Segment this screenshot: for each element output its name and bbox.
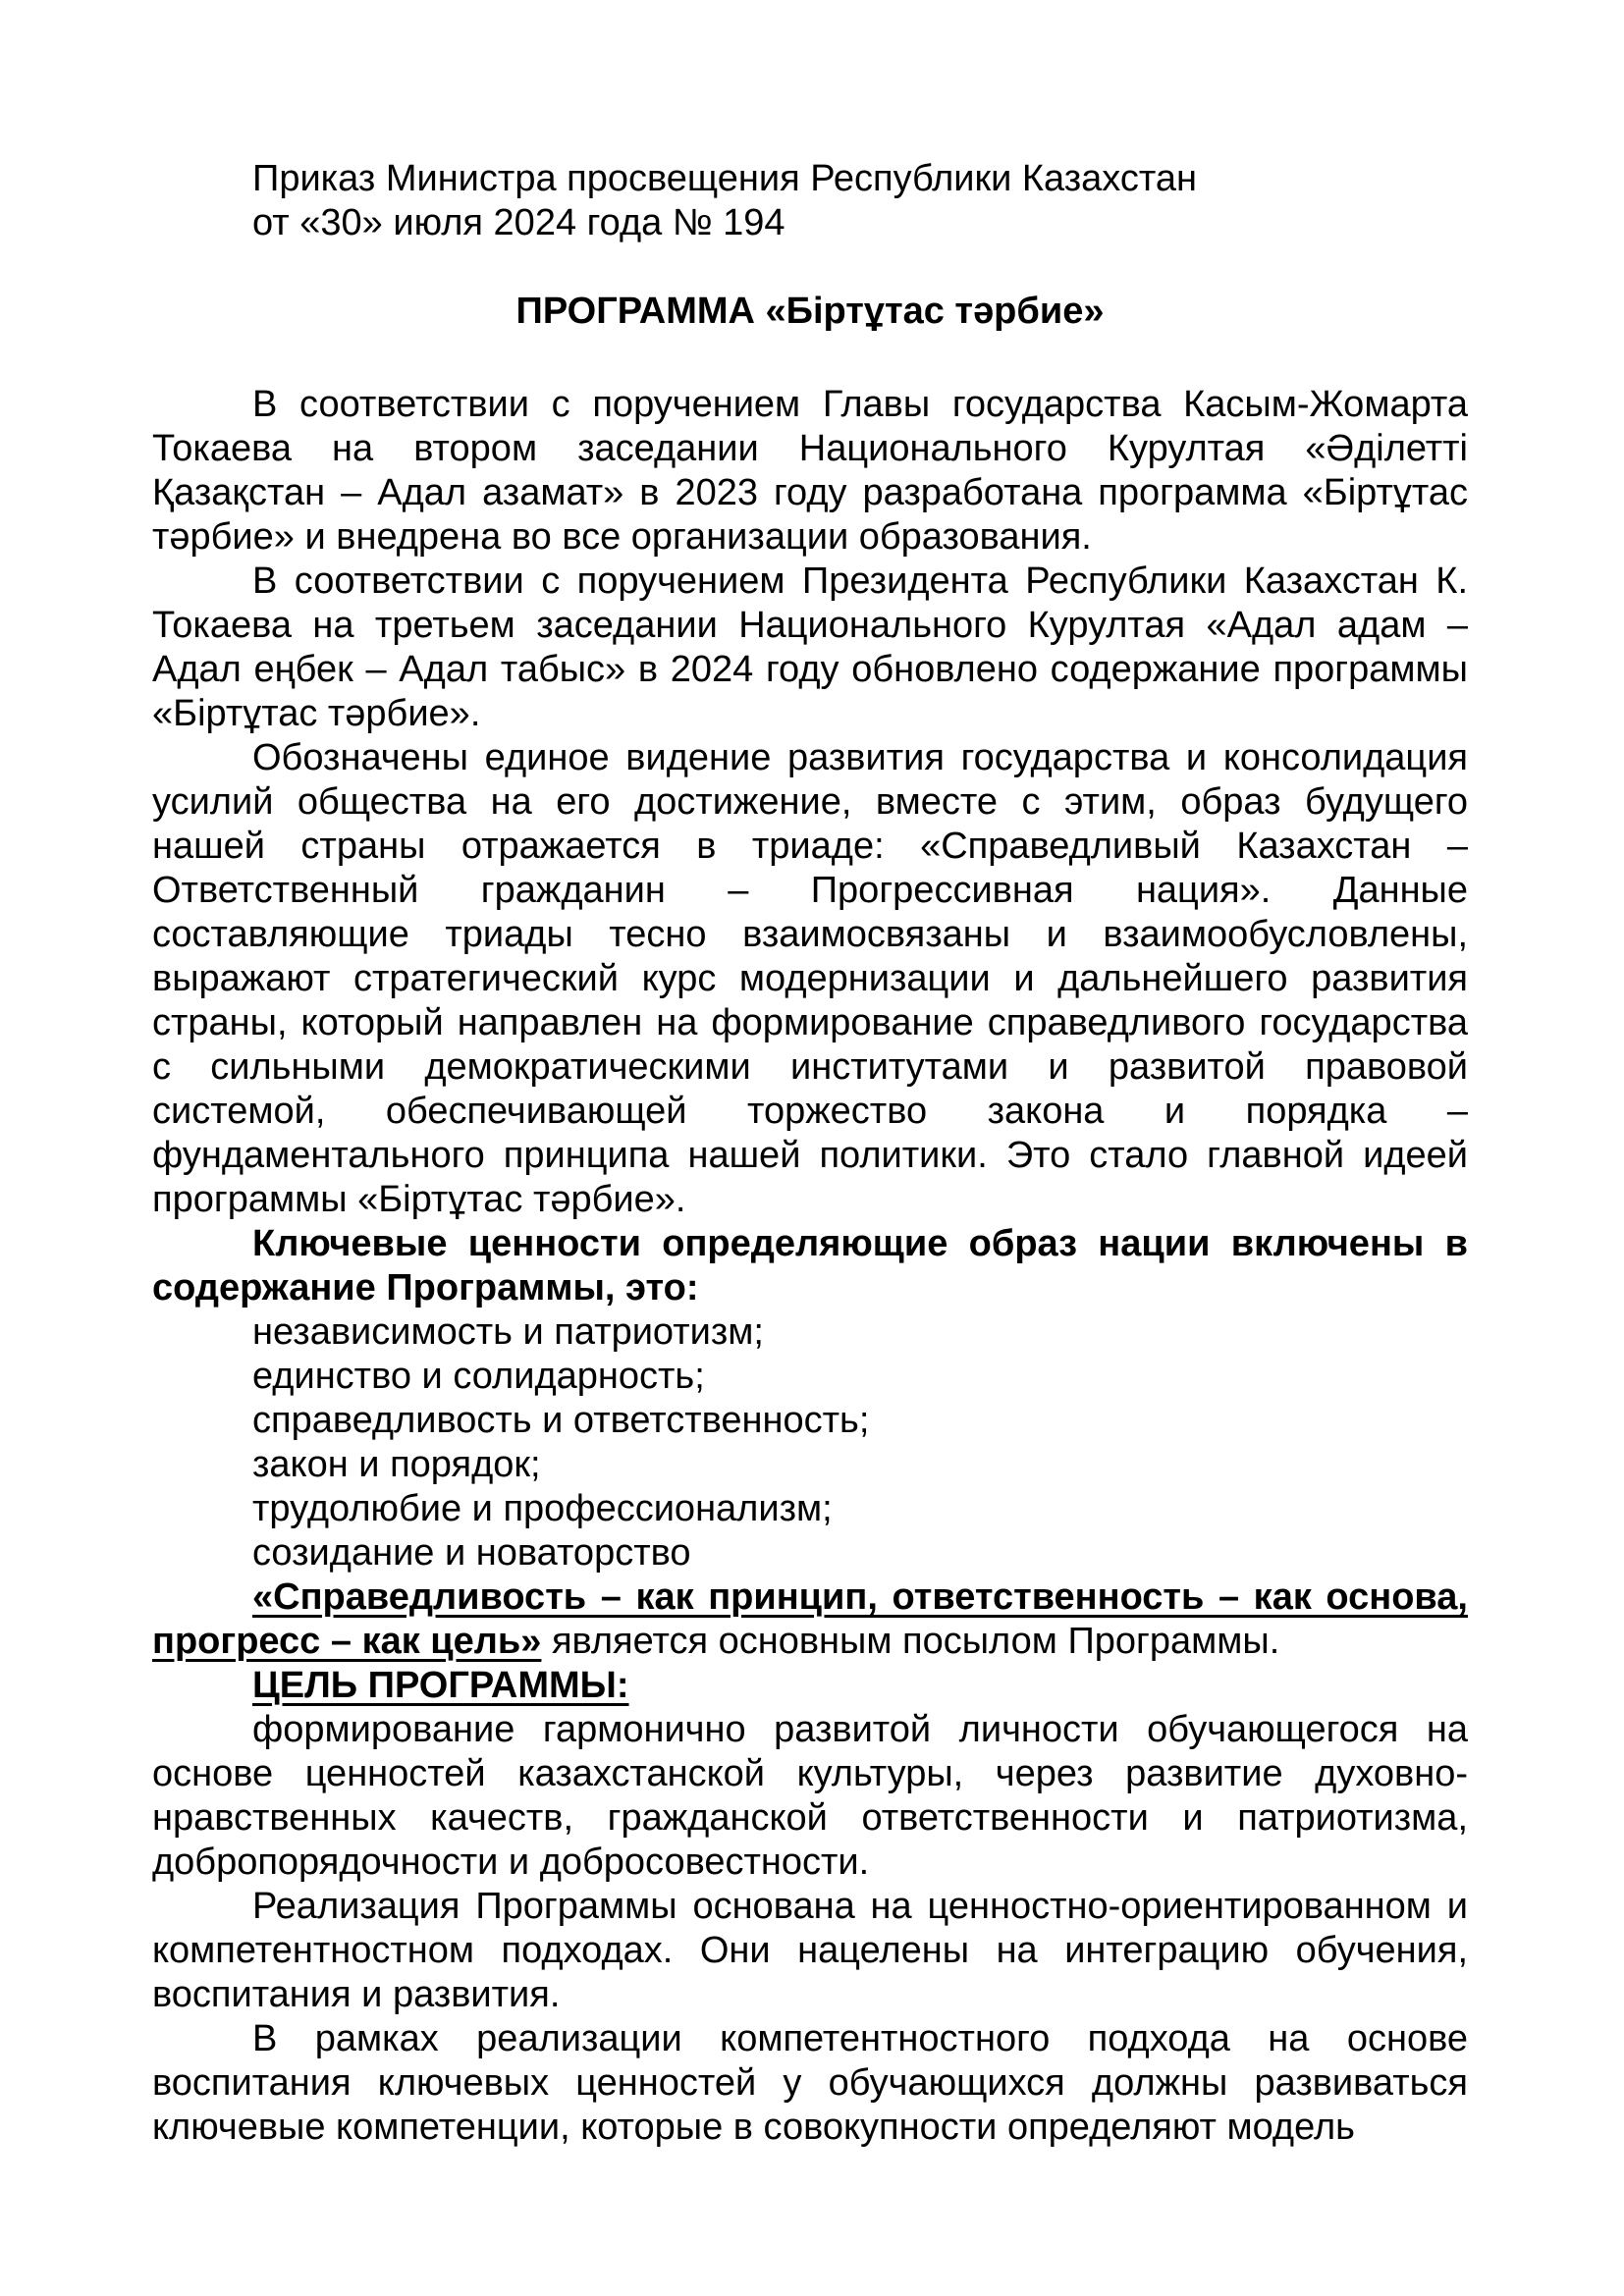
key-values-intro: Ключевые ценности определяющие образ нации включены в содержание Программы, это: [152, 1223, 1468, 1308]
paragraph-goal: формирование гармонично развитой личности обучающегося на основе ценностей казахстанской культуры, через развитие духовно-нравственных качеств, гражданской ответственности и патриотизма, добропорядочности и добросовестности. [152, 1709, 1468, 1883]
paragraph-framework: В рамках реализации компетентностного подхода на основе воспитания ключевых ценностей у обучающихся должны развиваться ключевые компетенции, которые в совокупности определяют модель [152, 2018, 1468, 2148]
value-item-law-order: закон и порядок; [252, 1444, 541, 1485]
value-item-diligence: трудолюбие и профессионализм; [252, 1488, 833, 1529]
header-order-line: Приказ Министра просвещения Республики Казахстан [252, 158, 1197, 199]
motto-rest: является основным посылом Программы. [541, 1621, 1280, 1662]
document-title: ПРОГРАММА «Біртұтас тәрбие» [515, 291, 1105, 332]
values-list [152, 1310, 1468, 1575]
motto-emphasis: «Справедливость – как принцип, ответственность – как основа, прогресс – как цель» [152, 1576, 1468, 1662]
paragraph-realization: Реализация Программы основана на ценностно-ориентированном и компетентностном подходах. Они нацелены на интеграцию обучения, воспитания и развития. [152, 1886, 1468, 2015]
value-item-justice: справедливость и ответственность; [252, 1400, 870, 1441]
motto-paragraph [152, 1575, 1468, 1664]
header-date-number-line: от «30» июля 2024 года № 194 [252, 202, 785, 243]
paragraph-kurultai-2023: В соответствии с поручением Главы государства Касым-Жомарта Токаева на втором заседании Национального Курултая «Әділетті Қазақстан – Адал азамат» в 2023 году разработана программа «Біртұтас тәрбие» и внедрена во все организации образования. [152, 384, 1468, 558]
value-item-independence: независимость и патриотизм; [252, 1311, 764, 1353]
goal-heading: ЦЕЛЬ ПРОГРАММЫ: [252, 1665, 629, 1706]
goal-heading-paragraph [152, 1664, 1468, 1708]
value-item-creation: созидание и новаторство [252, 1532, 691, 1574]
paragraph-triad: Обозначены единое видение развития государства и консолидация усилий общества на его достижение, вместе с этим, образ будущего нашей страны отражается в триаде: «Справедливый Казахстан – Ответственный гражданин – Прогрессивная нация». Данные составляющие триады тесно взаимосвязаны и взаимообусловлены, выражают стратегический курс модернизации и дальнейшего развития страны, который направлен на формирование справедливого государства с сильными демократическими институтами и развитой правовой системой, обеспечивающей торжество закона и порядка – фундаментального принципа нашей политики. Это стало главной идеей программы «Біртұтас тәрбие». [152, 737, 1468, 1220]
value-item-unity: единство и солидарность; [252, 1356, 705, 1397]
document-header [252, 157, 1468, 245]
paragraph-kurultai-2024: В соответствии с поручением Президента Республики Казахстан К. Токаева на третьем заседании Национального Курултая «Адал адам – Адал еңбек – Адал табыс» в 2024 году обновлено содержание программы «Біртұтас тәрбие». [152, 561, 1468, 734]
